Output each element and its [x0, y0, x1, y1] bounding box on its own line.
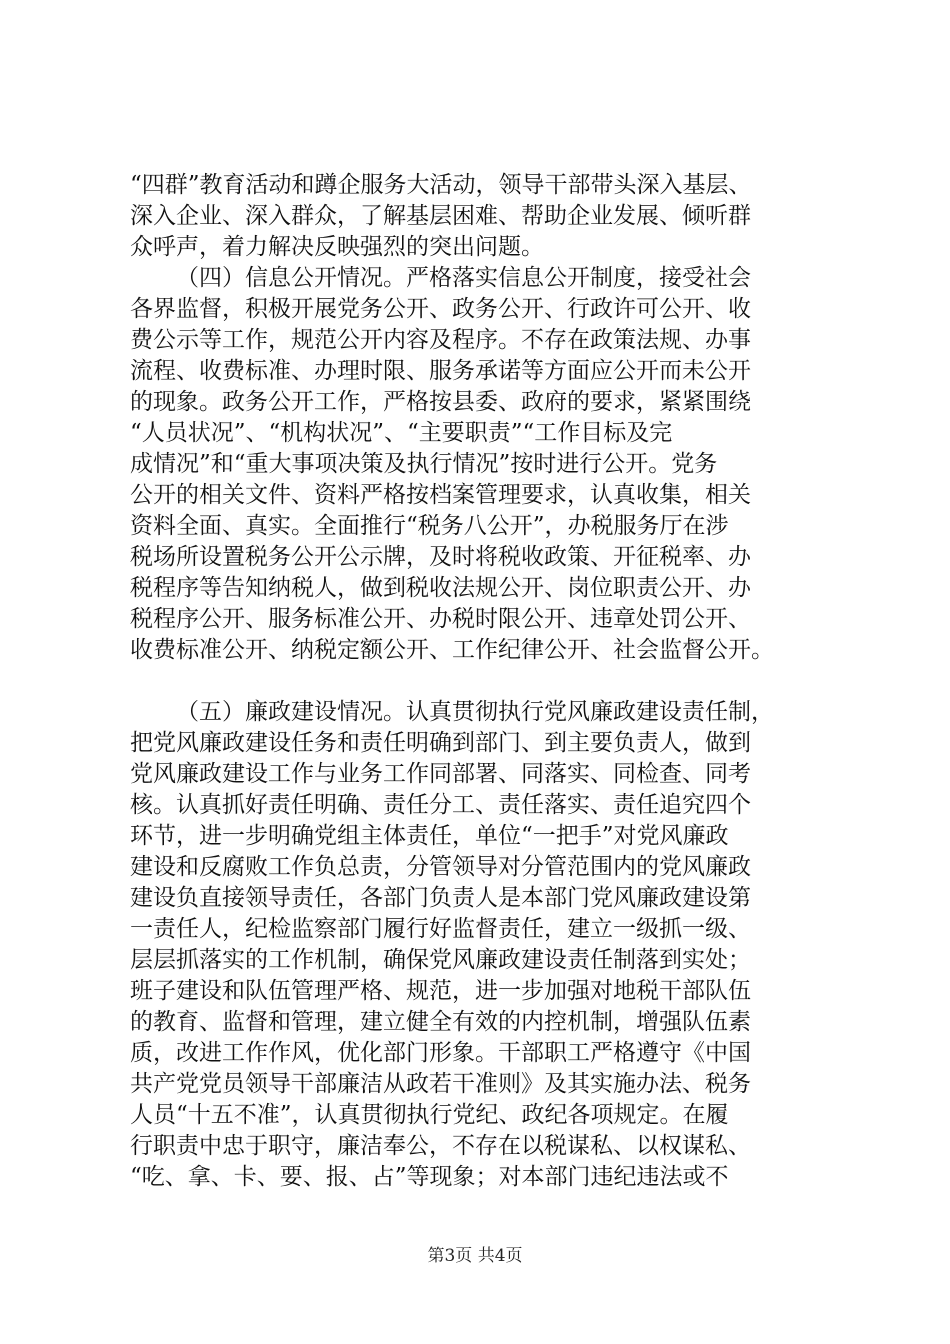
text-line: 把党风廉政建设任务和责任明确到部门、到主要负责人，做到	[130, 730, 751, 756]
text-line: 一责任人，纪检监察部门履行好监督责任，建立一级抓一级、	[130, 916, 751, 942]
text-line: 核。认真抓好责任明确、责任分工、责任落实、责任追究四个	[130, 792, 751, 818]
text-line: 众呼声，着力解决反映强烈的突出问题。	[130, 234, 544, 260]
text-line: 党风廉政建设工作与业务工作同部署、同落实、同检查、同考	[130, 761, 751, 787]
text-line: “吃、拿、卡、要、报、占”等现象；对本部门违纪违法或不	[130, 1164, 729, 1190]
paragraph-gap	[130, 666, 830, 697]
text-line: 税场所设置税务公开公示牌，及时将税收政策、开征税率、办	[130, 544, 751, 570]
text-line: 行职责中忠于职守，廉洁奉公，不存在以税谋私、以权谋私、	[130, 1133, 751, 1159]
text-line: 收费标准公开、纳税定额公开、工作纪律公开、社会监督公开。	[130, 637, 774, 663]
paragraph-information-disclosure	[130, 263, 830, 666]
text-line: 质，改进工作作风，优化部门形象。干部职工严格遵守《中国	[130, 1040, 751, 1066]
text-line: 环节，进一步明确党组主体责任，单位“一把手”对党风廉政	[130, 823, 729, 849]
text-line: 班子建设和队伍管理严格、规范，进一步加强对地税干部队伍	[130, 978, 751, 1004]
document-body	[130, 170, 830, 1193]
text-line: 建设负直接领导责任，各部门负责人是本部门党风廉政建设第	[130, 885, 751, 911]
text-line: 共产党党员领导干部廉洁从政若干准则》及其实施办法、税务	[130, 1071, 751, 1097]
text-line: 的教育、监督和管理，建立健全有效的内控机制，增强队伍素	[130, 1009, 751, 1035]
paragraph-integrity-building	[130, 697, 830, 1193]
text-line: “人员状况”、“机构状况”、“主要职责”“工作目标及完	[130, 420, 673, 446]
text-line: （四）信息公开情况。严格落实信息公开制度，接受社会	[176, 265, 751, 291]
page-number: 第3页 共4页	[427, 1246, 523, 1266]
text-line: 层层抓落实的工作机制，确保党风廉政建设责任制落到实处；	[130, 947, 751, 973]
text-line: （五）廉政建设情况。认真贯彻执行党风廉政建设责任制，	[176, 699, 774, 725]
text-line: 的现象。政务公开工作，严格按县委、政府的要求，紧紧围绕	[130, 389, 751, 415]
text-line: 费公示等工作，规范公开内容及程序。不存在政策法规、办事	[130, 327, 751, 353]
text-line: 各界监督，积极开展党务公开、政务公开、行政许可公开、收	[130, 296, 751, 322]
text-line: 资料全面、真实。全面推行“税务八公开”，办税服务厅在涉	[130, 513, 729, 539]
text-line: 公开的相关文件、资料严格按档案管理要求，认真收集，相关	[130, 482, 751, 508]
text-line: 人员“十五不准”，认真贯彻执行党纪、政纪各项规定。在履	[130, 1102, 729, 1128]
text-line: 建设和反腐败工作负总责，分管领导对分管范围内的党风廉政	[130, 854, 751, 880]
text-line: 成情况”和“重大事项决策及执行情况”按时进行公开。党务	[130, 451, 718, 477]
text-line: 税程序等告知纳税人，做到税收法规公开、岗位职责公开、办	[130, 575, 751, 601]
paragraph-continuation	[130, 170, 830, 263]
text-line: 税程序公开、服务标准公开、办税时限公开、违章处罚公开、	[130, 606, 751, 632]
text-line: 流程、收费标准、办理时限、服务承诺等方面应公开而未公开	[130, 358, 751, 384]
text-line: “四群”教育活动和蹲企服务大活动，领导干部带头深入基层、	[130, 172, 752, 198]
text-line: 深入企业、深入群众，了解基层困难、帮助企业发展、倾听群	[130, 203, 751, 229]
